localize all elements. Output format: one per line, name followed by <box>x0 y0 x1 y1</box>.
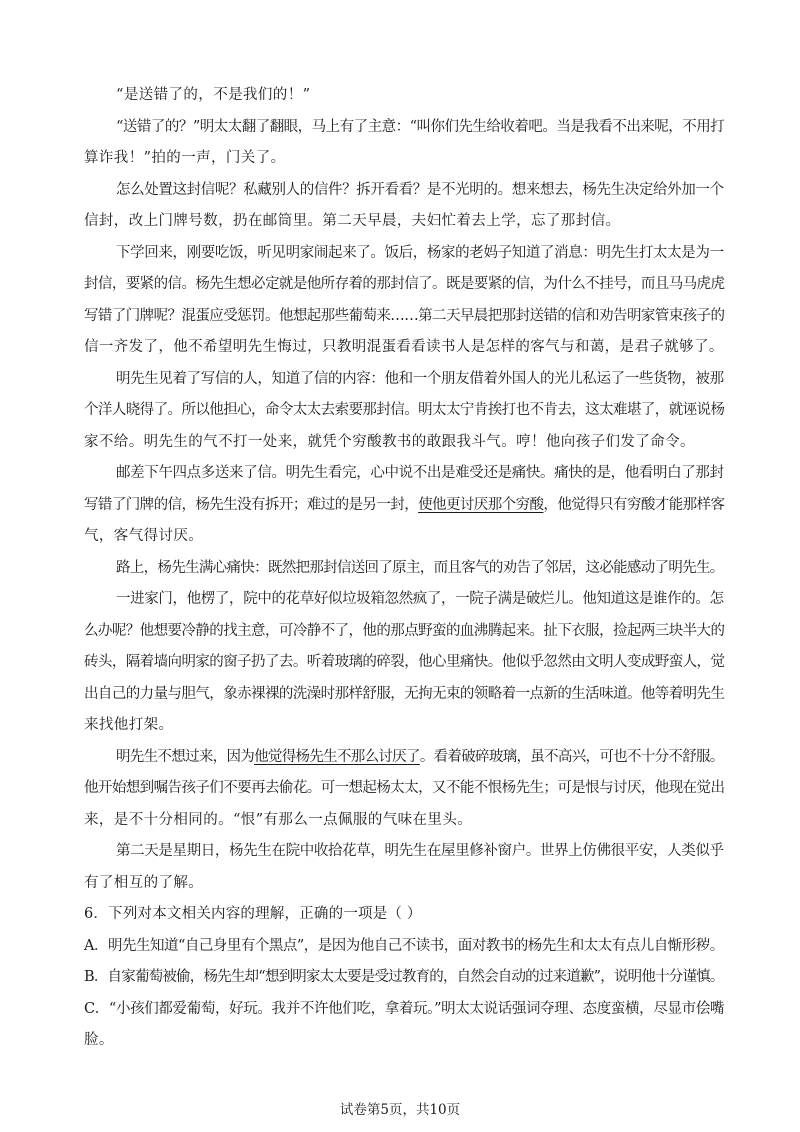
paragraph-line: 出自己的力量与胆气，象赤裸裸的洗澡时那样舒服，无拘无束的领略着一点新的生活味道。他等着明先生 <box>84 686 725 702</box>
paragraph-line: 家不给。明先生的气不打一处来，就凭个穷酸教书的敢跟我斗气。哼！他向孩子们发了命令。 <box>84 434 695 450</box>
paragraph-line: 封信，要紧的信。杨先生想必定就是他所存着的那封信了。既是要紧的信，为什么不挂号，而且马马虎虎 <box>84 276 725 292</box>
paragraph-line: 信一齐发了，他不希望明先生悔过，只教明混蛋看看读书人是怎样的客气与和蔼，是君子就够了。 <box>84 339 724 355</box>
paragraph-line: 邮差下午四点多送来了信。明先生看完，心中说不出是难受还是痛快。痛快的是，他看明白了那封 <box>116 465 724 481</box>
text-run: 。看着破碎玻璃，虽不高兴，可也不十分不舒服。 <box>419 749 724 765</box>
underlined-phrase-1: 使他更讨厌那个穷酸 <box>418 497 544 513</box>
text-run: ，他觉得只有穷酸才能那样客 <box>543 497 725 513</box>
question-stem: 6．下列对本文相关内容的理解，正确的一项是（ ） <box>84 906 422 922</box>
text-run: 写错了门牌的信，杨先生没有拆开；难过的是另一封， <box>84 497 419 513</box>
page-footer: 试卷第5页，共10页 <box>339 1102 461 1118</box>
paragraph-line: 有了相互的了解。 <box>84 875 204 891</box>
paragraph-line: “是送错了的，不是我们的！” <box>116 87 311 103</box>
paragraph-line: 来找他打架。 <box>84 717 174 733</box>
paragraph-line: 来，是不十分相同的。“恨”有那么一点佩服的气味在里头。 <box>84 812 473 828</box>
text-run: 明先生不想过来，因为 <box>116 749 255 765</box>
paragraph-line: 怎么处置这封信呢？私藏别人的信件？拆开看看？是不光明的。想来想去，杨先生决定给外加一个 <box>116 182 724 198</box>
option-a: A．明先生知道“自己身里有个黑点”，是因为他自己不读书，面对教书的杨先生和太太有点儿自惭形秽。 <box>84 938 724 954</box>
paragraph-line: 一进家门，他楞了，院中的花草好似垃圾箱忽然疯了，一院子满是破烂儿。他知道这是谁作的。怎 <box>116 591 724 607</box>
paragraph-line <box>84 495 724 515</box>
underlined-phrase-2: 他觉得杨先生不那么讨厌了 <box>254 749 420 765</box>
paragraph-line: 么办呢？他想要冷静的找主意，可冷静不了，他的那点野蛮的血沸腾起来。扯下衣服，捡起两三块半大的 <box>84 623 725 639</box>
paragraph-line: 他开始想到嘱告孩子们不要再去偷花。可一想起杨太太，又不能不恨杨先生；可是恨与讨厌，他现在觉出 <box>84 780 725 796</box>
paragraph-line: 写错了门牌呢？混蛋应受惩罚。他想起那些葡萄来……第二天早晨把那封送错的信和劝告明家管束孩子的 <box>84 308 725 324</box>
paragraph-line <box>116 747 724 767</box>
option-c-continued: 脸。 <box>84 1032 114 1048</box>
paragraph-line: 算诈我！”拍的一声，门关了。 <box>84 150 286 166</box>
option-c: C．“小孩们都爱葡萄，好玩。我并不许他们吃，拿着玩。”明太太说话强词夺理、态度蛮横，尽显市侩嘴 <box>84 1001 725 1017</box>
paragraph-line: 信封，改上门牌号数，扔在邮筒里。第二天早晨，夫妇忙着去上学，忘了那封信。 <box>84 213 621 229</box>
paragraph-line: 下学回来，刚要吃饭，听见明家闹起来了。饭后，杨家的老妈子知道了消息：明先生打太太是为一 <box>116 245 724 261</box>
paragraph-line: 明先生见着了写信的人，知道了信的内容：他和一个朋友借着外国人的光儿私运了一些货物，被那 <box>116 371 724 387</box>
paragraph-line: “送错了的？”明太太翻了翻眼，马上有了主意：“叫你们先生给收着吧。当是我看不出来呢，不用打 <box>116 119 725 135</box>
paragraph-line: 第二天是星期日，杨先生在院中收拾花草，明先生在屋里修补窗户。世界上仿佛很平安，人类似乎 <box>116 843 724 859</box>
paragraph-line: 个洋人晓得了。所以他担心，命令太太去索要那封信。明太太宁肯挨打也不肯去，这太难堪了，就诬说杨 <box>84 402 725 418</box>
option-b: B．自家葡萄被偷，杨先生却“想到明家太太要是受过教育的，自然会自动的过来道歉”，说明他十分谨慎。 <box>84 969 724 985</box>
paragraph-line: 气，客气得讨厌。 <box>84 528 204 544</box>
paragraph-line: 路上，杨先生满心痛快：既然把那封信送回了原主，而且客气的劝告了邻居，这必能感动了明先生。 <box>116 560 724 576</box>
paragraph-line: 砖头，隔着墙向明家的窗子扔了去。听着玻璃的碎裂，他心里痛快。他似乎忽然由文明人变成野蛮人，觉 <box>84 654 725 670</box>
